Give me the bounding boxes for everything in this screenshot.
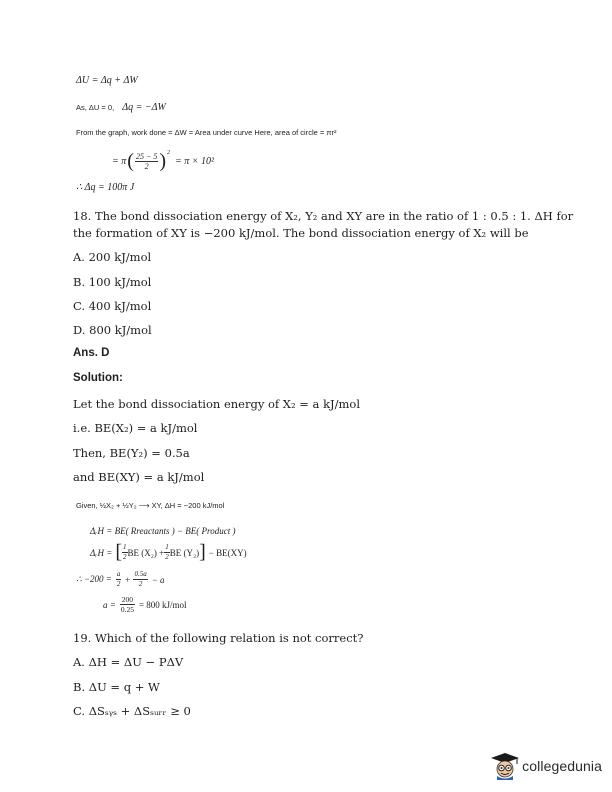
q18-question-line-2: the formation of XY is −200 kJ/mol. The bond dissociation energy of X₂ will be (73, 226, 529, 240)
eqd-num: 200 (121, 595, 134, 604)
solution-line-1: Let the bond dissociation energy of X₂ = a kJ/mol (73, 397, 361, 411)
eqc-f1-den: 2 (116, 580, 121, 588)
half-den-2: 2 (165, 553, 169, 561)
eqc-lead: ∴ −200 = (76, 574, 112, 584)
eqb-tail: − BE(XY) (208, 547, 247, 558)
eqb-mid: BE (X₂) + (127, 547, 165, 558)
solution-line-2: i.e. BE(X₂) = a kJ/mol (73, 421, 198, 435)
half-num-2: 1 (165, 543, 169, 551)
eqd-frac (120, 595, 135, 614)
right-bracket: ] (199, 541, 206, 563)
eqd-tail: = 800 kJ/mol (138, 599, 187, 610)
calc-num: 25 − 5 (135, 152, 158, 161)
solution-line-4: and BE(XY) = a kJ/mol (73, 470, 205, 484)
graduate-mascot-icon (490, 752, 520, 780)
eq-final (103, 595, 187, 614)
eq-first-law: ΔU = Δq + ΔW (76, 75, 138, 86)
eqd-den: 0.25 (120, 605, 134, 614)
q18-answer: Ans. D (73, 347, 110, 359)
area-calculation (112, 150, 214, 173)
eq-delta-u-zero-lead: As, ΔU = 0, (76, 103, 115, 112)
q19-option-c: C. ΔSₛᵧₛ + ΔSₛᵤᵣᵣ ≥ 0 (73, 704, 191, 718)
eqc-tail: − a (151, 574, 165, 585)
logo-text: collegedunia (522, 758, 602, 774)
eq-enthalpy-bracket (90, 541, 247, 564)
eq-substitution (76, 570, 165, 589)
collegedunia-logo (490, 752, 602, 780)
q18-option-a: A. 200 kJ/mol (73, 250, 152, 264)
calc-fraction (135, 152, 158, 171)
half-den-1: 2 (123, 553, 127, 561)
eq-delta-u-zero (76, 102, 166, 113)
q18-option-d: D. 800 kJ/mol (73, 323, 152, 337)
q18-solution-label: Solution: (73, 372, 123, 384)
q19-option-b: B. ΔU = q + W (73, 680, 160, 694)
q17-result: ∴ Δq = 100π J (76, 182, 135, 193)
eqc-frac-2 (133, 570, 147, 589)
eqc-frac-1 (116, 570, 122, 589)
eqb-lead: ΔᵣH = (90, 547, 113, 558)
q18-option-c: C. 400 kJ/mol (73, 299, 152, 313)
eqc-f1-num: a (116, 570, 121, 578)
calc-lead: = π (112, 156, 127, 167)
eq-delta-q: Δq = −ΔW (122, 102, 166, 113)
eq-enthalpy-def: ΔᵣH = BE( Rreactants ) − BE( Product ) (90, 526, 236, 536)
eqc-f2-num: 0.5a (134, 570, 147, 578)
graph-work-line: From the graph, work done = ΔW = Area under curve Here, area of circle = πr² (76, 128, 337, 137)
half-num-1: 1 (123, 543, 127, 551)
q19-question: 19. Which of the following relation is not correct? (73, 631, 364, 645)
calc-power: 2 (167, 150, 171, 156)
eqc-f2-den: 2 (138, 580, 143, 588)
eqd-lead: a = (103, 599, 116, 610)
calc-den: 2 (144, 162, 149, 171)
eqb-mid2: BE (Y₂) (169, 547, 200, 558)
given-reaction: Given, ½X₂ + ½Y₂ ⟶ XY, ΔH = −200 kJ/mol (76, 501, 225, 510)
q18-option-b: B. 100 kJ/mol (73, 275, 152, 289)
q19-option-a: A. ΔH = ΔU − PΔV (73, 655, 184, 669)
calc-tail: = π × 10² (175, 156, 215, 167)
plus-sign: + (124, 574, 131, 585)
q18-question-line-1: 18. The bond dissociation energy of X₂, Y₂ and XY are in the ratio of 1 : 0.5 : 1. ΔH for (73, 209, 574, 223)
left-bracket: [ (115, 541, 122, 563)
left-paren: ( (127, 150, 134, 172)
solution-line-3: Then, BE(Y₂) = 0.5a (73, 446, 190, 460)
right-paren: ) (159, 150, 167, 172)
